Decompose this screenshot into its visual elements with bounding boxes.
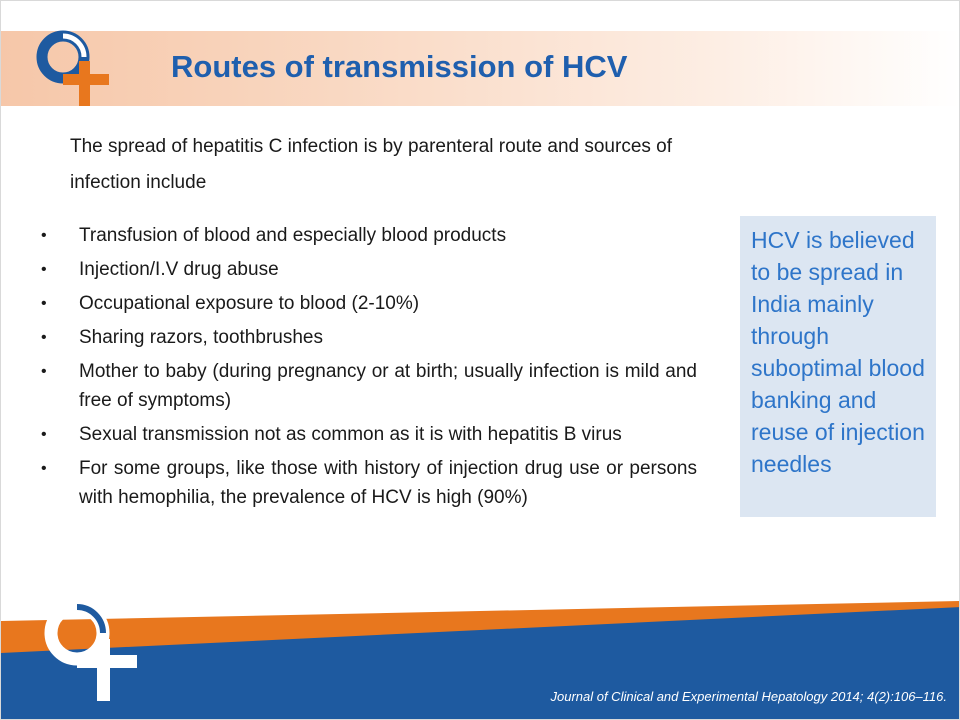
bullet-marker: • [41,261,47,278]
bullet-marker: • [41,295,47,312]
bullet-marker: • [41,329,47,346]
bullet-marker: • [41,426,47,443]
intro-paragraph: The spread of hepatitis C infection is by parenteral route and sources of infection include [70,136,673,193]
list-item-text: Sexual transmission not as common as it is with hepatitis B virus [79,424,622,445]
list-item-text: For some groups, like those with history of injection drug use or persons with hemophilia, the prevalence of HCV is high (90%) [79,458,697,508]
list-item [41,289,697,318]
bullet-marker: • [41,460,47,477]
list-item [41,323,697,352]
bullet-marker: • [41,363,47,380]
list-item-text: Injection/I.V drug abuse [79,259,279,280]
list-item [41,357,697,415]
list-item-text: Mother to baby (during pregnancy or at birth; usually infection is mild and free of symptoms) [79,361,697,411]
logo-icon [29,25,119,110]
slide-title: Routes of transmission of HCV [171,49,628,84]
list-item-text: Transfusion of blood and especially blood products [79,225,507,246]
bullet-marker: • [41,227,47,244]
list-item [41,454,697,512]
citation: Journal of Clinical and Experimental Hepatology 2014; 4(2):106–116. [550,689,947,704]
transmission-routes-list [41,221,697,517]
footer-logo-icon [39,595,143,705]
list-item-text: Occupational exposure to blood (2-10%) [79,293,420,314]
list-item [41,221,697,250]
list-item [41,420,697,449]
list-item-text: Sharing razors, toothbrushes [79,327,323,348]
callout-box: HCV is believed to be spread in India mainly through suboptimal blood banking and reuse of injection needles [740,216,936,517]
list-item [41,255,697,284]
